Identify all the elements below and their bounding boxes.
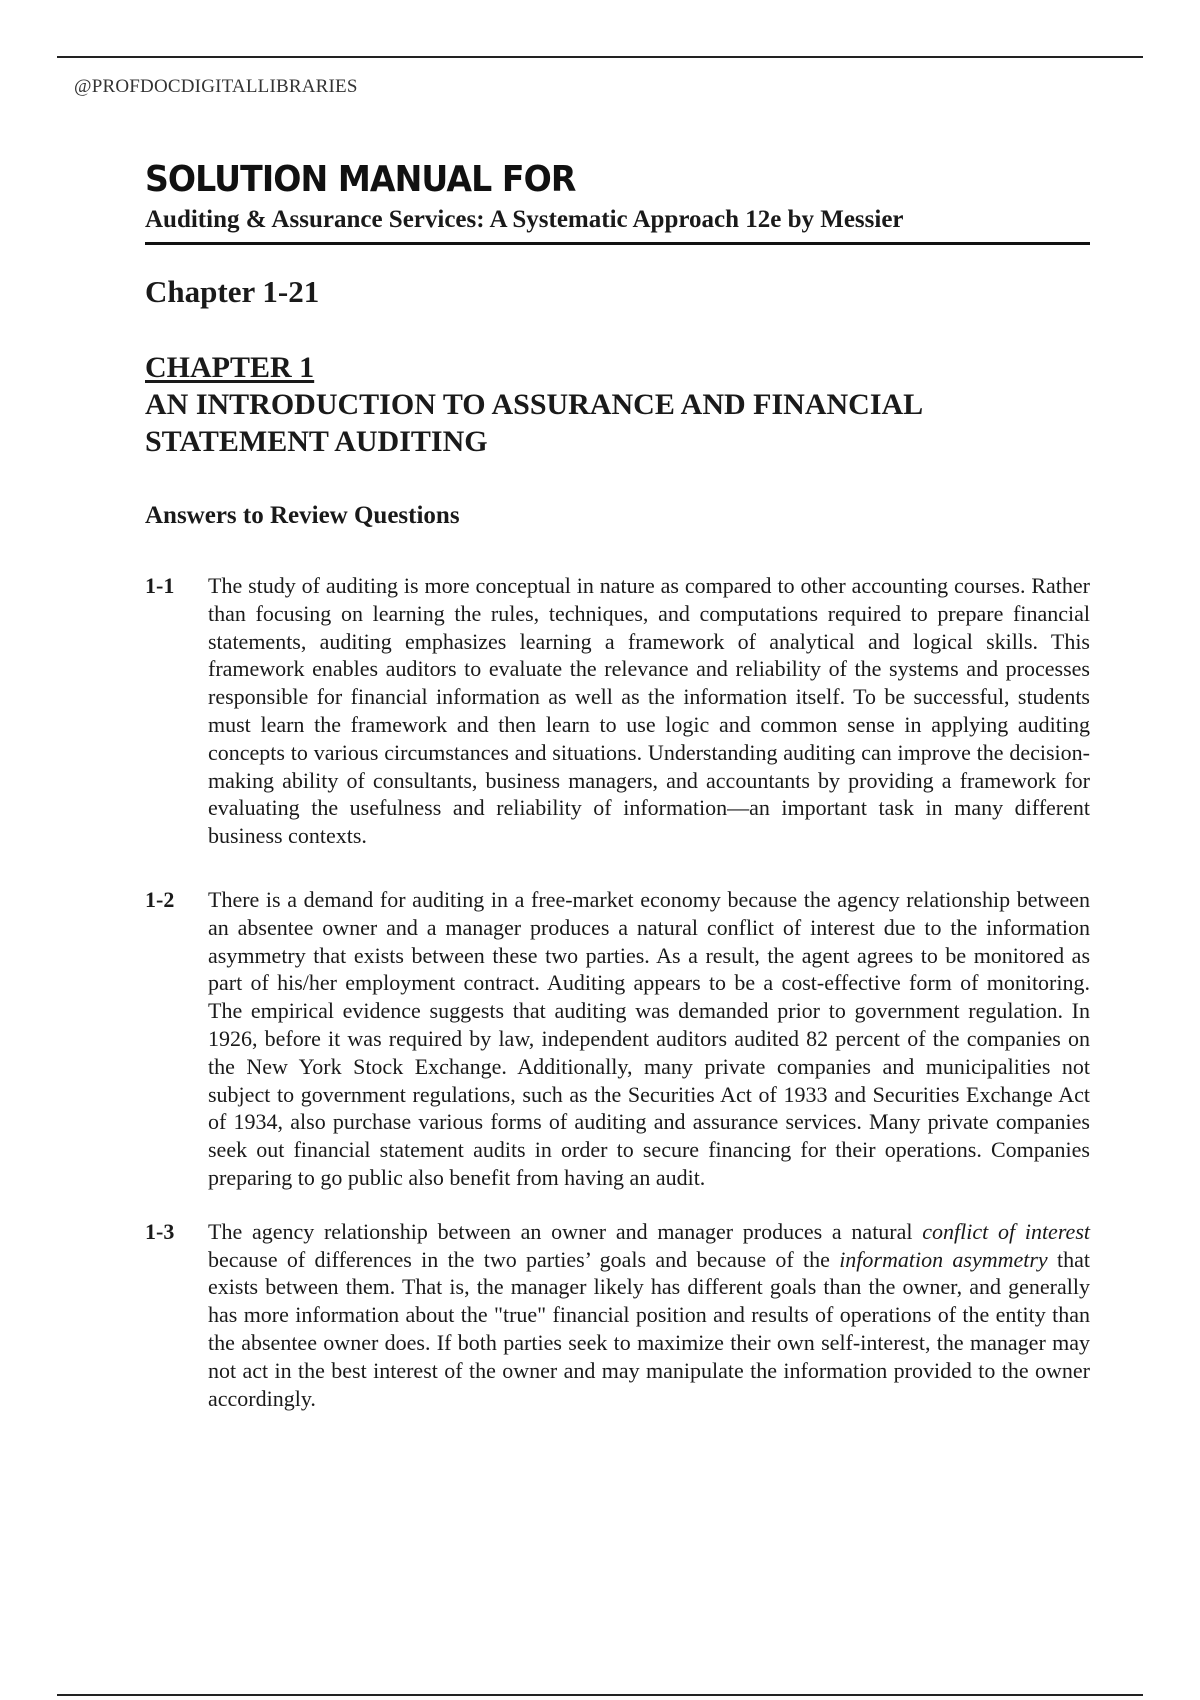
top-rule (57, 56, 1143, 58)
section-heading: Answers to Review Questions (145, 502, 460, 529)
answer-text-part: that exists between them. That is, the manager likely has different goals than the owner, and generally has more information about the "true" financial position and results of operations of the entity than the absentee owner does. If both parties seek to maximize their own self-interest, the manager may not act in the best interest of the owner and may manipulate the information provided to the owner accordingly. (208, 1246, 1090, 1411)
manual-title: SOLUTION MANUAL FOR (145, 159, 576, 200)
answer-item (145, 886, 1090, 1192)
chapter-range: Chapter 1-21 (145, 274, 320, 309)
chapter-label: CHAPTER 1 (145, 351, 315, 384)
answer-number: 1-3 (145, 1218, 175, 1244)
answer-text-part: because of differences in the two parties’ goals and because of the (208, 1246, 840, 1272)
bottom-rule (57, 1694, 1143, 1696)
answer-text: There is a demand for auditing in a free-market economy because the agency relationship between an absentee owner and a manager produces a natural conflict of interest due to the information asymmetry that exists between these two parties. As a result, the agent agrees to be monitored as part of his/her employment contract. Auditing appears to be a cost-effective form of monitoring. The empirical evidence suggests that auditing was demanded prior to government regulation. In 1926, before it was required by law, independent auditors audited 82 percent of the companies on the New York Stock Exchange. Additionally, many private companies and municipalities not subject to government regulations, such as the Securities Act of 1933 and Securities Exchange Act of 1934, also purchase various forms of auditing and assurance services. Many private companies seek out financial statement audits in order to secure financing for their operations. Companies preparing to go public also benefit from having an audit. (208, 886, 1090, 1190)
document-body (145, 160, 1090, 1412)
chapter-heading (145, 349, 1090, 460)
answer-number: 1-1 (145, 573, 175, 598)
answer-text-part: The agency relationship between an owner and manager produces a natural (208, 1218, 923, 1244)
emphasis-information-asymmetry: information asymmetry (839, 1246, 1048, 1272)
book-title: Auditing & Assurance Services: A Systematic Approach 12e by Messier (145, 204, 1090, 245)
watermark: @PROFDOCDIGITALLIBRARIES (74, 76, 358, 97)
emphasis-conflict-of-interest: conflict of interest (922, 1218, 1091, 1244)
answer-number: 1-2 (145, 886, 175, 912)
answer-text (208, 1218, 1090, 1413)
answer-item (145, 1218, 1090, 1413)
chapter-title-line-2: STATEMENT AUDITING (145, 425, 488, 458)
answer-item (145, 572, 1090, 850)
chapter-title-line-1: AN INTRODUCTION TO ASSURANCE AND FINANCIAL (145, 388, 924, 421)
answer-text: The study of auditing is more conceptual in nature as compared to other accounting courses. Rather than focusing on learning the rules, techniques, and computations required to prepare financial statements, auditing emphasizes learning a framework of analytical and logical skills. This framework enables auditors to evaluate the relevance and reliability of the systems and processes responsible for financial information as well as the information itself. To be successful, students must learn the framework and then learn to use logic and common sense in applying auditing concepts to various circumstances and situations. Understanding auditing can improve the decision-making ability of consultants, business managers, and accountants by providing a framework for evaluating the usefulness and reliability of information—an important task in many different business contexts. (208, 573, 1090, 849)
